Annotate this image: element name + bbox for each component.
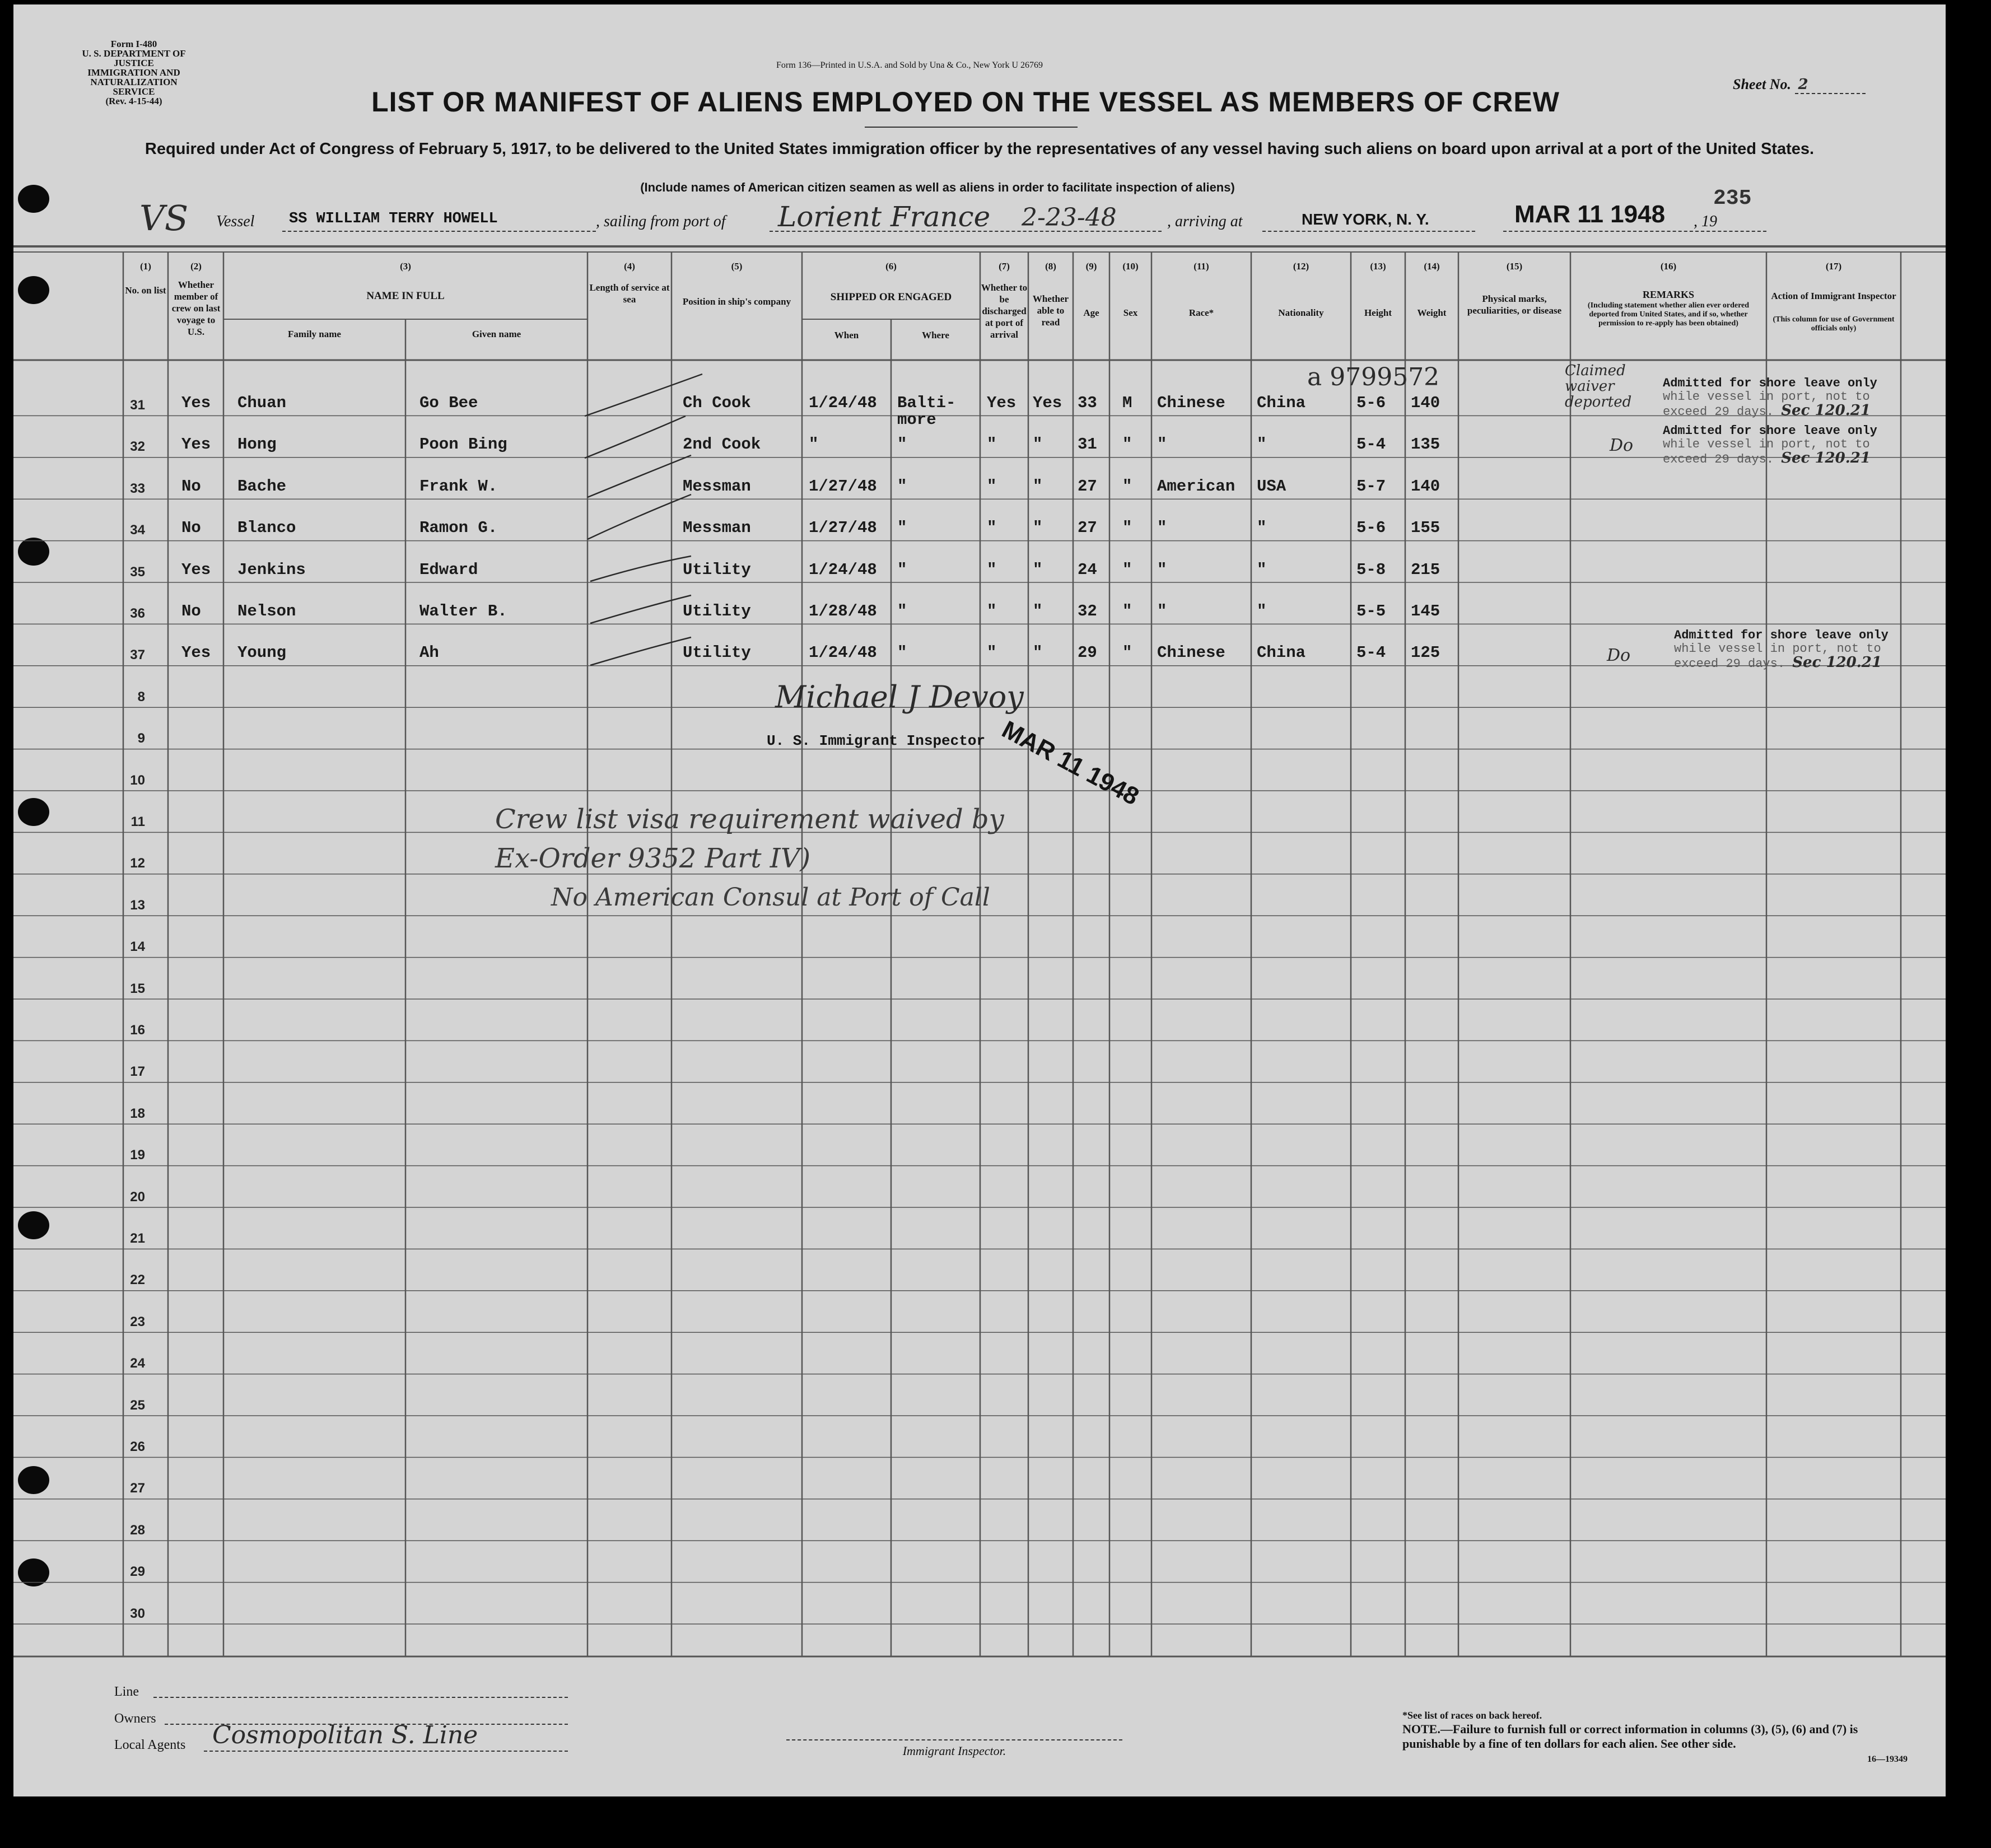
header-remarks-note: (Including statement whether alien ever ordered deported from United States, and if so, whether permission to re-apply has been obtained) (1587, 301, 1750, 328)
cell-position: Utility (683, 560, 751, 579)
line-number: 25 (130, 1397, 145, 1413)
penalty-note: NOTE.—Failure to furnish full or correct information in columns (3), (5), (6) and (7) is punishable by a fine of ten dollars for each alien. See other side. (1402, 1722, 1858, 1751)
colnum-6: (6) (885, 261, 897, 272)
header-height: Height (1364, 307, 1392, 318)
cell-where: " (897, 602, 907, 620)
cell-discharged: " (987, 643, 997, 662)
cell-given: Go Bee (419, 394, 478, 412)
handwritten-mark: VS (139, 198, 189, 239)
cell-position: Messman (683, 477, 751, 496)
local-agents-value: Cosmopolitan S. Line (212, 1721, 478, 1749)
cell-sex: " (1122, 519, 1132, 538)
colnum-3: (3) (400, 261, 411, 272)
agents-field (204, 1751, 568, 1752)
cell-age: 29 (1078, 643, 1097, 662)
colnum-17: (17) (1825, 261, 1842, 272)
alien-registration-number: a 9799572 (1307, 363, 1440, 391)
sheet-value: 2 (1795, 76, 1866, 94)
cell-read: " (1033, 643, 1043, 662)
cell-read: " (1033, 519, 1043, 538)
line-number: 33 (130, 480, 145, 496)
cell-where: " (897, 519, 907, 538)
cell-height: 5-4 (1356, 643, 1386, 662)
line-number: 8 (137, 689, 145, 704)
departure-date: 2-23-48 (1022, 203, 1117, 232)
cell-weight: 135 (1411, 435, 1440, 454)
form-number: Form I-480 (110, 39, 157, 49)
cell-discharged: " (987, 435, 997, 454)
colnum-14: (14) (1424, 261, 1440, 272)
cell-nationality: " (1257, 435, 1267, 454)
cell-sex: " (1122, 435, 1132, 454)
cell-nationality: " (1257, 560, 1267, 579)
cell-sex: " (1122, 643, 1132, 662)
header-action-note: (This column for use of Government officials only) (1773, 315, 1895, 333)
line-number: 31 (130, 398, 145, 413)
line-number: 26 (130, 1439, 145, 1454)
colnum-11: (11) (1193, 261, 1209, 272)
cell-sex: " (1122, 602, 1132, 620)
visa-waiver-note: Crew list visa requirement waived by Ex-Order 9352 Part IV) No American Consul at Port of Call (495, 804, 1004, 912)
cell-family: Hong (237, 435, 277, 454)
line-number: 11 (130, 814, 145, 829)
cell-height: 5-6 (1356, 519, 1386, 538)
cell-when: 1/27/48 (809, 477, 877, 496)
line-number: 34 (130, 522, 145, 538)
colnum-8: (8) (1045, 261, 1056, 272)
line-number: 14 (130, 939, 145, 955)
cell-when: 1/24/48 (809, 394, 877, 412)
line-number: 17 (130, 1064, 145, 1080)
cell-nationality: " (1257, 602, 1267, 620)
print-code: 16—19349 (1867, 1754, 1908, 1764)
header-physical-marks: Physical marks, peculiarities, or disease (1467, 293, 1562, 316)
cell-last-voyage: No (181, 602, 201, 620)
cell-last-voyage: Yes (181, 560, 211, 579)
line-number: 16 (130, 1023, 145, 1038)
cell-discharged: " (987, 477, 997, 496)
cell-position: Ch Cook (683, 394, 751, 412)
arrival-port: NEW YORK, N. Y. (1302, 211, 1429, 228)
header-position: Position in ship's company (682, 296, 791, 307)
header-nationality: Nationality (1278, 307, 1324, 318)
remark-row-31: Admitted for shore leave only while vessel in port, not to exceed 29 days. Sec 120.21 (1663, 376, 1877, 419)
cell-family: Jenkins (237, 560, 306, 579)
cell-race: " (1157, 560, 1167, 579)
cell-weight: 140 (1411, 394, 1440, 412)
form-department: U. S. DEPARTMENT OF JUSTICE (82, 48, 186, 68)
cell-given: Ramon G. (419, 519, 498, 538)
arriving-label: , arriving at (1167, 213, 1243, 230)
cell-weight: 155 (1411, 519, 1440, 538)
cell-where-continued: more (897, 410, 936, 429)
line-number: 37 (130, 647, 145, 663)
cell-age: 31 (1078, 435, 1097, 454)
inspector-signature: Michael J Devoy (775, 679, 1024, 715)
cell-height: 5-4 (1356, 435, 1386, 454)
cell-read: " (1033, 560, 1043, 579)
header-when: When (834, 330, 859, 340)
cell-when: " (809, 435, 819, 454)
ditto-mark: Do (1607, 646, 1631, 665)
line-number: 18 (130, 1105, 145, 1121)
remark-row-37: Admitted for shore leave only while vessel in port, not to exceed 29 days. Sec 120.21 (1674, 628, 1889, 671)
colnum-15: (15) (1506, 261, 1523, 272)
header-given-name: Given name (472, 329, 521, 339)
cell-family: Chuan (237, 394, 287, 412)
header-length-of-service: Length of service at sea (589, 282, 670, 305)
cell-age: 32 (1078, 602, 1097, 620)
line-number: 32 (130, 439, 145, 455)
cell-weight: 145 (1411, 602, 1440, 620)
manifest-sheet (13, 4, 1946, 1796)
cell-sex: " (1122, 560, 1132, 579)
cell-race: American (1157, 477, 1235, 496)
races-note: *See list of races on back hereof. (1402, 1710, 1542, 1721)
cell-nationality: " (1257, 519, 1267, 538)
cell-where: " (897, 435, 907, 454)
cell-discharged: Yes (987, 394, 1017, 412)
vessel-label: Vessel (216, 213, 255, 230)
colnum-10: (10) (1122, 261, 1139, 272)
line-number: 12 (130, 856, 145, 871)
header-where: Where (922, 330, 949, 340)
line-number: 22 (130, 1272, 145, 1288)
cell-age: 24 (1078, 560, 1097, 579)
cell-last-voyage: No (181, 477, 201, 496)
form-service: IMMIGRATION AND NATURALIZATION SERVICE (87, 67, 180, 97)
page-number: 235 (1713, 186, 1752, 211)
cell-position: Messman (683, 519, 751, 538)
header-age: Age (1083, 307, 1099, 318)
port-of-departure: Lorient France (778, 200, 991, 233)
vessel-name: SS WILLIAM TERRY HOWELL (289, 211, 498, 227)
cell-read: " (1033, 477, 1043, 496)
cell-height: 5-5 (1356, 602, 1386, 620)
cell-where: Balti- (897, 394, 956, 412)
colnum-9: (9) (1085, 261, 1097, 272)
sheet-label: Sheet No. (1733, 76, 1791, 92)
cell-given: Poon Bing (419, 435, 507, 454)
arrival-date-stamp: MAR 11 1948 (1514, 200, 1666, 228)
cell-height: 5-7 (1356, 477, 1386, 496)
cell-nationality: China (1257, 643, 1306, 662)
cell-where: " (897, 560, 907, 579)
claimed-waiver-note: Claimed waiver deported (1565, 362, 1632, 410)
cell-sex: M (1122, 394, 1132, 412)
line-number: 13 (130, 897, 145, 913)
header-discharged: Whether to be discharged at port of arrival (981, 282, 1028, 340)
colnum-13: (13) (1370, 261, 1386, 272)
header-weight: Weight (1417, 307, 1447, 318)
cell-sex: " (1122, 477, 1132, 496)
cell-age: 27 (1078, 477, 1097, 496)
line-number: 15 (130, 981, 145, 996)
line-number: 35 (130, 564, 145, 580)
sailing-label: , sailing from port of (596, 213, 726, 230)
cell-family: Young (237, 643, 287, 662)
cell-position: Utility (683, 602, 751, 620)
header-sex: Sex (1123, 307, 1138, 318)
cell-weight: 125 (1411, 643, 1440, 662)
line-number: 20 (130, 1189, 145, 1205)
header-shipped-engaged: SHIPPED OR ENGAGED (830, 291, 952, 303)
header-name-in-full: NAME IN FULL (366, 290, 445, 302)
cell-age: 27 (1078, 519, 1097, 538)
cell-read: " (1033, 602, 1043, 620)
cell-given: Frank W. (419, 477, 498, 496)
cell-where: " (897, 477, 907, 496)
cell-height: 5-8 (1356, 560, 1386, 579)
cell-family: Blanco (237, 519, 296, 538)
ditto-mark: Do (1610, 436, 1634, 455)
cell-race: Chinese (1157, 394, 1225, 412)
inspector-title: U. S. Immigrant Inspector (767, 732, 986, 749)
cell-last-voyage: Yes (181, 643, 211, 662)
page-title: LIST OR MANIFEST OF ALIENS EMPLOYED ON THE VESSEL AS MEMBERS OF CREW (371, 86, 1560, 118)
line-number: 27 (130, 1481, 145, 1496)
cell-when: 1/24/48 (809, 560, 877, 579)
colnum-2: (2) (190, 261, 202, 272)
line-number: 10 (130, 772, 145, 788)
line-number: 19 (130, 1147, 145, 1163)
colnum-1: (1) (140, 261, 151, 272)
header-remarks: REMARKS (1642, 289, 1694, 300)
cell-discharged: " (987, 602, 997, 620)
header-no-on-list: No. on list (125, 285, 166, 296)
colnum-12: (12) (1293, 261, 1309, 272)
cell-when: 1/24/48 (809, 643, 877, 662)
cell-position: Utility (683, 643, 751, 662)
cell-race: Chinese (1157, 643, 1225, 662)
cell-discharged: " (987, 560, 997, 579)
line-number: 21 (130, 1231, 145, 1246)
owners-label: Owners (114, 1711, 156, 1726)
cell-when: 1/27/48 (809, 519, 877, 538)
line-number: 24 (130, 1356, 145, 1371)
header-race: Race* (1188, 307, 1214, 318)
colnum-5: (5) (731, 261, 743, 272)
cell-discharged: " (987, 519, 997, 538)
include-note: (Include names of American citizen seamen as well as aliens in order to facilitate inspection of aliens) (640, 180, 1235, 194)
line-label: Line (114, 1684, 139, 1699)
line-number: 9 (137, 731, 145, 746)
colnum-7: (7) (999, 261, 1010, 272)
cell-weight: 215 (1411, 560, 1440, 579)
cell-given: Walter B. (419, 602, 507, 620)
cell-race: " (1157, 519, 1167, 538)
line-number: 23 (130, 1314, 145, 1329)
cell-read: Yes (1033, 394, 1062, 412)
cell-height: 5-6 (1356, 394, 1386, 412)
line-number: 30 (130, 1606, 145, 1621)
cell-last-voyage: Yes (181, 435, 211, 454)
cell-position: 2nd Cook (683, 435, 761, 454)
inspector-field (786, 1739, 1122, 1740)
line-number: 28 (130, 1522, 145, 1538)
cell-last-voyage: No (181, 519, 201, 538)
header-crew-last-voyage: Whether member of crew on last voyage to U.S. (171, 279, 221, 337)
remark-row-32: Admitted for shore leave only while vessel in port, not to exceed 29 days. Sec 120.21 (1663, 424, 1877, 466)
cell-given: Edward (419, 560, 478, 579)
local-agents-label: Local Agents (114, 1738, 186, 1752)
cell-last-voyage: Yes (181, 394, 211, 412)
year-label: , 19 (1694, 213, 1717, 230)
cell-race: " (1157, 435, 1167, 454)
colnum-4: (4) (624, 261, 635, 272)
line-field (153, 1697, 568, 1698)
header-able-to-read: Whether able to read (1032, 293, 1069, 328)
cell-given: Ah (419, 643, 439, 662)
colnum-16: (16) (1660, 261, 1677, 272)
cell-nationality: China (1257, 394, 1306, 412)
cell-family: Nelson (237, 602, 296, 620)
header-action-inspector: Action of Immigrant Inspector (1771, 291, 1896, 301)
form-revision: (Rev. 4-15-44) (105, 96, 162, 106)
cell-nationality: USA (1257, 477, 1286, 496)
cell-race: " (1157, 602, 1167, 620)
immigrant-inspector-label: Immigrant Inspector. (902, 1744, 1006, 1758)
cell-where: " (897, 643, 907, 662)
cell-family: Bache (237, 477, 287, 496)
line-number: 36 (130, 606, 145, 621)
header-family-name: Family name (288, 329, 341, 339)
cell-weight: 140 (1411, 477, 1440, 496)
requirement-text: Required under Act of Congress of February 5, 1917, to be delivered to the United States immigration officer by the representatives of any vessel having such aliens on board upon arrival at a port of the United States. (144, 140, 1815, 158)
cell-age: 33 (1078, 394, 1097, 412)
cell-read: " (1033, 435, 1043, 454)
line-number: 29 (130, 1564, 145, 1580)
date-stamp: MAR 11 1948 (997, 716, 1144, 811)
printer-line: Form 136—Printed in U.S.A. and Sold by Una & Co., New York U 26769 (776, 60, 1043, 70)
cell-when: 1/28/48 (809, 602, 877, 620)
